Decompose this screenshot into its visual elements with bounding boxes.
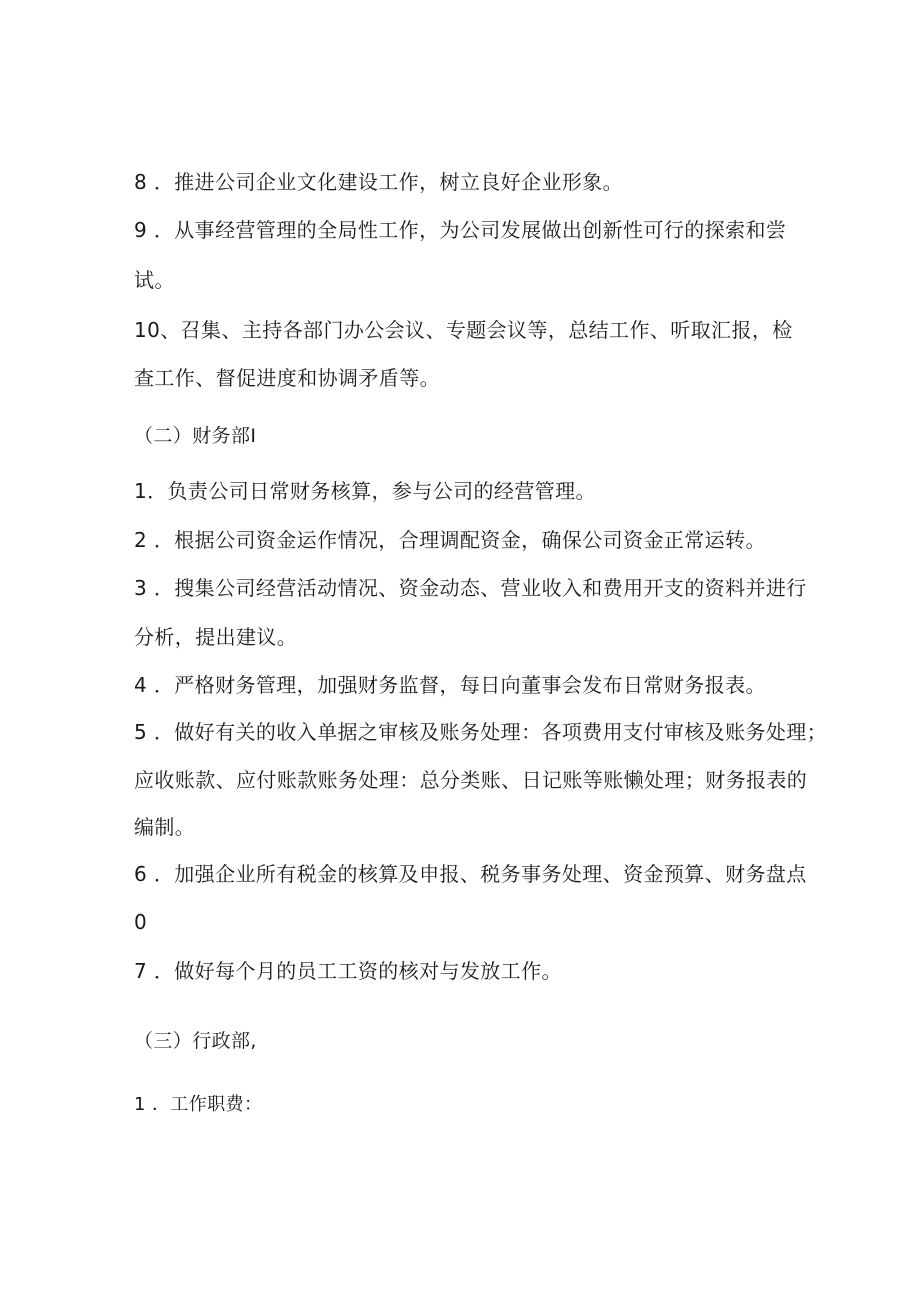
finance-item-3-text: 3 ．搜集公司经营活动情况、资金动态、营业收入和费用开支的资料并进行 bbox=[134, 576, 807, 600]
finance-item-2-text: 2 ．根据公司资金运作情况，合理调配资金，确保公司资金正常运转。 bbox=[134, 528, 766, 552]
finance-item-6-text: 6 ．加强企业所有税金的核算及申报、税务事务处理、资金预算、财务盘点 bbox=[134, 862, 807, 886]
finance-item-3-text-cont: 分析，提出建议。 bbox=[134, 625, 298, 649]
item-10-text: 10、召集、主持各部门办公会议、专题会议等，总结工作、听取汇报，检 bbox=[134, 318, 793, 342]
finance-item-5-text-cont-2: 编制。 bbox=[134, 815, 196, 839]
admin-item-1-text: 1 ．工作职费： bbox=[134, 1094, 263, 1115]
item-8-text: 8 ．推进公司企业文化建设工作，树立良好企业形象。 bbox=[134, 170, 624, 194]
finance-item-4-text: 4 ．严格财务管理，加强财务监督，每日向董事会发布日常财务报表。 bbox=[134, 673, 766, 697]
finance-item-5-text: 5 ．做好有关的收入单据之审核及账务处理：各项费用支付审核及账务处理； bbox=[134, 720, 828, 744]
finance-item-5-text-cont: 应收账款、应付账款账务处理：总分类账、日记账等账懒处理；财务报表的 bbox=[134, 768, 808, 792]
section-heading-admin: （三）行政部, bbox=[134, 1030, 257, 1052]
item-9-text: 9 ．从事经营管理的全局性工作，为公司发展做出创新性可行的探索和尝 bbox=[134, 218, 787, 242]
item-9-text-cont: 试。 bbox=[134, 268, 175, 292]
finance-item-6-text-cont: 0 bbox=[134, 910, 148, 934]
item-10-text-cont: 查工作、督促进度和协调矛盾等。 bbox=[134, 366, 440, 390]
finance-item-1-text: 1．负责公司日常财务核算，参与公司的经营管理。 bbox=[134, 479, 596, 503]
section-heading-finance: （二）财务部I bbox=[134, 425, 257, 447]
finance-item-7-text: 7 ．做好每个月的员工工资的核对与发放工作。 bbox=[134, 959, 562, 983]
